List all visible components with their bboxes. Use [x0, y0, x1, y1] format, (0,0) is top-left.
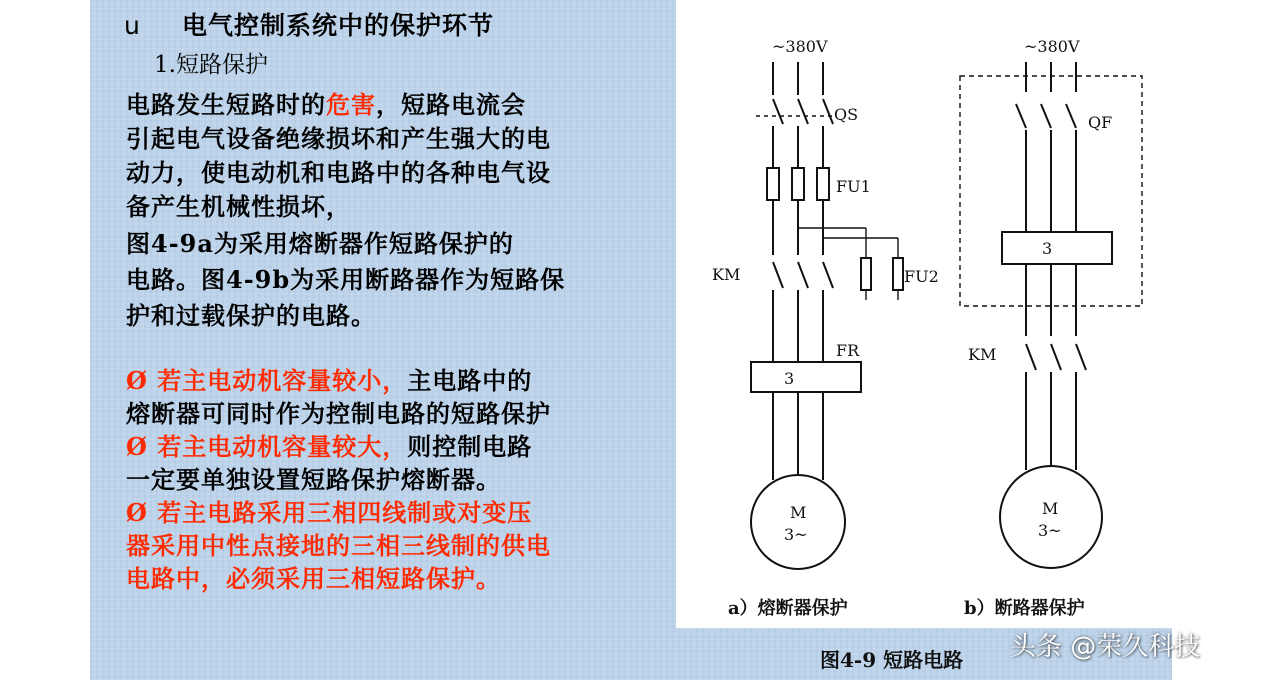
text-line: [126, 463, 551, 496]
relay-symbol: 3: [784, 369, 795, 388]
breaker-symbol: 3: [1042, 239, 1053, 258]
figure-caption: 图4-9 短路电路: [820, 648, 964, 672]
heading-bullet: u: [124, 11, 141, 40]
text-line: [126, 430, 551, 463]
text-line: [126, 190, 551, 224]
contactor-label-a: KM: [712, 265, 741, 284]
switch-label: QS: [834, 105, 859, 124]
text-line: [126, 262, 565, 298]
text-line: [126, 364, 551, 397]
body-text-span: 则控制电路: [407, 432, 533, 461]
supply-label-b: ~380V: [1024, 37, 1080, 56]
breaker-label: QF: [1088, 113, 1113, 132]
caption-b: b）断路器保护: [964, 598, 1085, 619]
paragraph: [126, 88, 551, 224]
body-text-span: 电路发生短路时的: [126, 90, 326, 119]
paragraph: [126, 364, 551, 595]
text-line: [126, 529, 551, 562]
body-text-span: 图4-9a为采用熔断器作短路保护的: [126, 229, 514, 258]
motor-phase-b: 3~: [1038, 521, 1062, 540]
heading-title: 电气控制系统中的保护环节: [182, 11, 495, 40]
text-line: [126, 226, 565, 262]
highlight-text: 器采用中性点接地的三相三线制的供电: [126, 531, 551, 560]
contactor-label-b: KM: [968, 345, 997, 364]
motor-label-a: M: [790, 503, 807, 522]
text-line: [126, 156, 551, 190]
circuit-diagram-svg: [676, 0, 1172, 628]
body-text-span: 电路。图4-9b为采用断路器作为短路保: [126, 265, 566, 294]
text-line: [126, 122, 551, 156]
text-line: [126, 397, 551, 430]
motor-label-b: M: [1042, 499, 1059, 518]
subheading: 1.短路保护: [154, 52, 268, 78]
paragraph: [126, 226, 565, 334]
highlight-text: Ø 若主电路采用三相四线制或对变压: [126, 498, 533, 527]
section-heading: [124, 6, 494, 42]
body-text-span: 动力，使电动机和电路中的各种电气设: [126, 158, 551, 187]
watermark: 头条 @荣久科技: [1010, 632, 1201, 662]
caption-a: a）熔断器保护: [728, 598, 848, 619]
highlight-text: 危害: [326, 90, 376, 119]
text-line: [126, 562, 551, 595]
highlight-text: Ø 若主电动机容量较大，: [126, 432, 408, 461]
text-line: [126, 88, 551, 122]
body-text-span: ，短路电流会: [376, 90, 526, 119]
highlight-text: Ø 若主电动机容量较小，: [126, 366, 408, 395]
relay-label: FR: [836, 341, 860, 360]
fuse2-label: FU2: [904, 267, 939, 286]
supply-label-a: ~380V: [772, 37, 828, 56]
motor-phase-a: 3~: [784, 525, 808, 544]
body-text-span: 熔断器可同时作为控制电路的短路保护: [126, 399, 551, 428]
circuit-diagram: [676, 0, 1172, 628]
body-text-span: 护和过载保护的电路。: [126, 301, 376, 330]
body-text-span: 一定要单独设置短路保护熔断器。: [126, 465, 501, 494]
body-text-span: 主电路中的: [407, 366, 533, 395]
text-line: [126, 496, 551, 529]
body-text-span: 备产生机械性损坏，: [126, 192, 351, 221]
body-text-span: 引起电气设备绝缘损坏和产生强大的电: [126, 124, 551, 153]
fuse1-label: FU1: [836, 177, 871, 196]
text-line: [126, 298, 565, 334]
highlight-text: 电路中，必须采用三相短路保护。: [126, 564, 501, 593]
